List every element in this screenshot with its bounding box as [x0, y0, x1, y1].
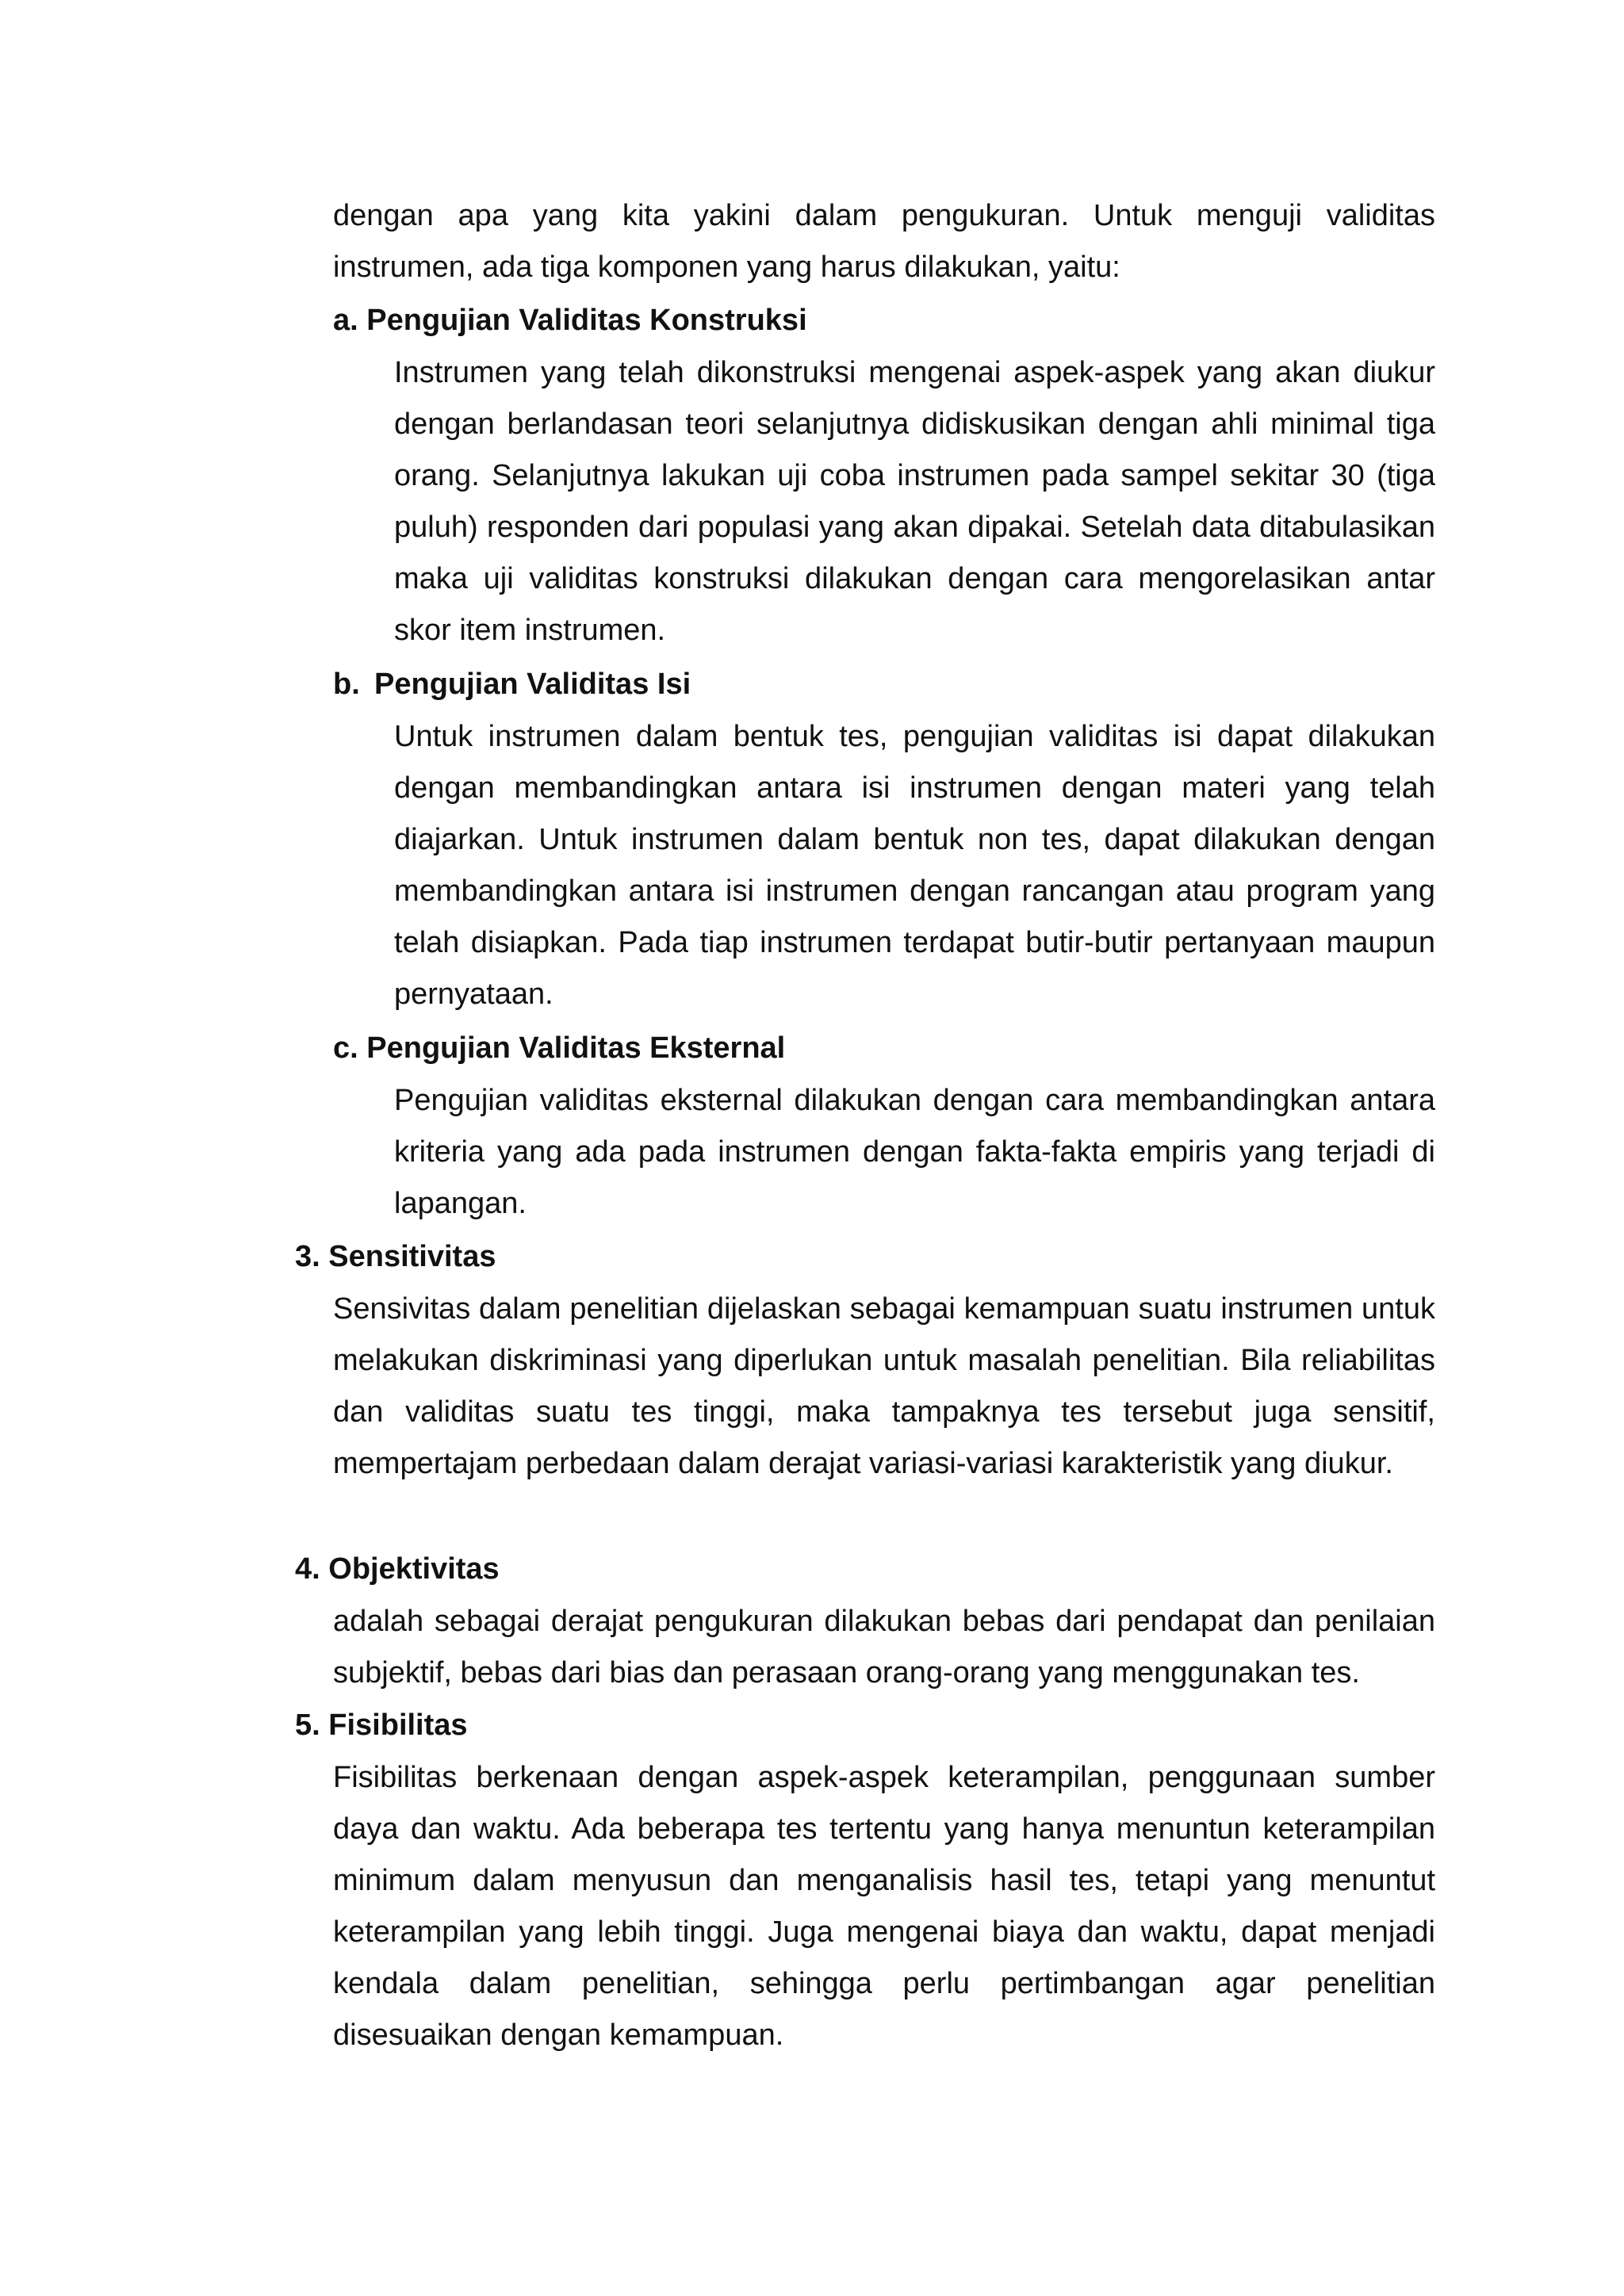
paragraph-sensitivitas: Sensivitas dalam penelitian dijelaskan sebagai kemampuan suatu instrumen untuk melakukan diskriminasi yang diperlukan untuk masalah penelitian. Bila reliabilitas dan validitas suatu tes tinggi, maka tampaknya tes tersebut juga sensitif, mempertajam perbedaan dalam derajat variasi-variasi karakteristik yang diukur. [333, 1292, 1435, 1480]
heading-label: a. [333, 304, 358, 337]
heading-label: b. [333, 668, 360, 701]
heading-fisibilitas [295, 1700, 468, 1751]
heading-validitas-konstruksi [333, 295, 807, 346]
heading-sensitivitas [295, 1231, 496, 1283]
paragraph-validitas-konstruksi: Instrumen yang telah dikonstruksi mengenai aspek-aspek yang akan diukur dengan berlandasan teori selanjutnya didiskusikan dengan ahli minimal tiga orang. Selanjutnya lakukan uji coba instrumen pada sampel sekitar 30 (tiga puluh) responden dari populasi yang akan dipakai. Setelah data ditabulasikan maka uji validitas konstruksi dilakukan dengan cara mengorelasikan antar skor item instrumen. [394, 356, 1435, 647]
heading-validitas-isi [333, 659, 691, 710]
heading-title: Fisibilitas [328, 1709, 468, 1742]
heading-title: Objektivitas [328, 1552, 500, 1586]
heading-number: 3. [295, 1240, 320, 1273]
heading-label: c. [333, 1031, 358, 1065]
paragraph-objektivitas: adalah sebagai derajat pengukuran dilakukan bebas dari pendapat dan penilaian subjektif, bebas dari bias dan perasaan orang-orang yang menggunakan tes. [333, 1605, 1435, 1689]
heading-title: Pengujian Validitas Konstruksi [366, 304, 807, 337]
paragraph-fisibilitas: Fisibilitas berkenaan dengan aspek-aspek keterampilan, penggunaan sumber daya dan waktu. Ada beberapa tes tertentu yang hanya menuntun keterampilan minimum dalam menyusun dan menganalisis hasil tes, tetapi yang menuntut keterampilan yang lebih tinggi. Juga mengenai biaya dan waktu, dapat menjadi kendala dalam penelitian, sehingga perlu pertimbangan agar penelitian disesuaikan dengan kemampuan. [333, 1761, 1435, 2052]
heading-validitas-eksternal [333, 1023, 785, 1074]
paragraph-validitas-isi: Untuk instrumen dalam bentuk tes, pengujian validitas isi dapat dilakukan dengan membandingkan antara isi instrumen dengan materi yang telah diajarkan. Untuk instrumen dalam bentuk non tes, dapat dilakukan dengan membandingkan antara isi instrumen dengan rancangan atau program yang telah disiapkan. Pada tiap instrumen terdapat butir-butir pertanyaan maupun pernyataan. [394, 720, 1435, 1011]
heading-objektivitas [295, 1544, 500, 1595]
paragraph-validitas-eksternal: Pengujian validitas eksternal dilakukan dengan cara membandingkan antara kriteria yang ada pada instrumen dengan fakta-fakta empiris yang terjadi di lapangan. [394, 1084, 1435, 1220]
heading-title: Sensitivitas [328, 1240, 496, 1273]
heading-number: 4. [295, 1552, 320, 1586]
intro-paragraph: dengan apa yang kita yakini dalam pengukuran. Untuk menguji validitas instrumen, ada tiga komponen yang harus dilakukan, yaitu: [333, 199, 1435, 284]
heading-title: Pengujian Validitas Eksternal [366, 1031, 786, 1065]
heading-title: Pengujian Validitas Isi [374, 668, 691, 701]
heading-number: 5. [295, 1709, 320, 1742]
